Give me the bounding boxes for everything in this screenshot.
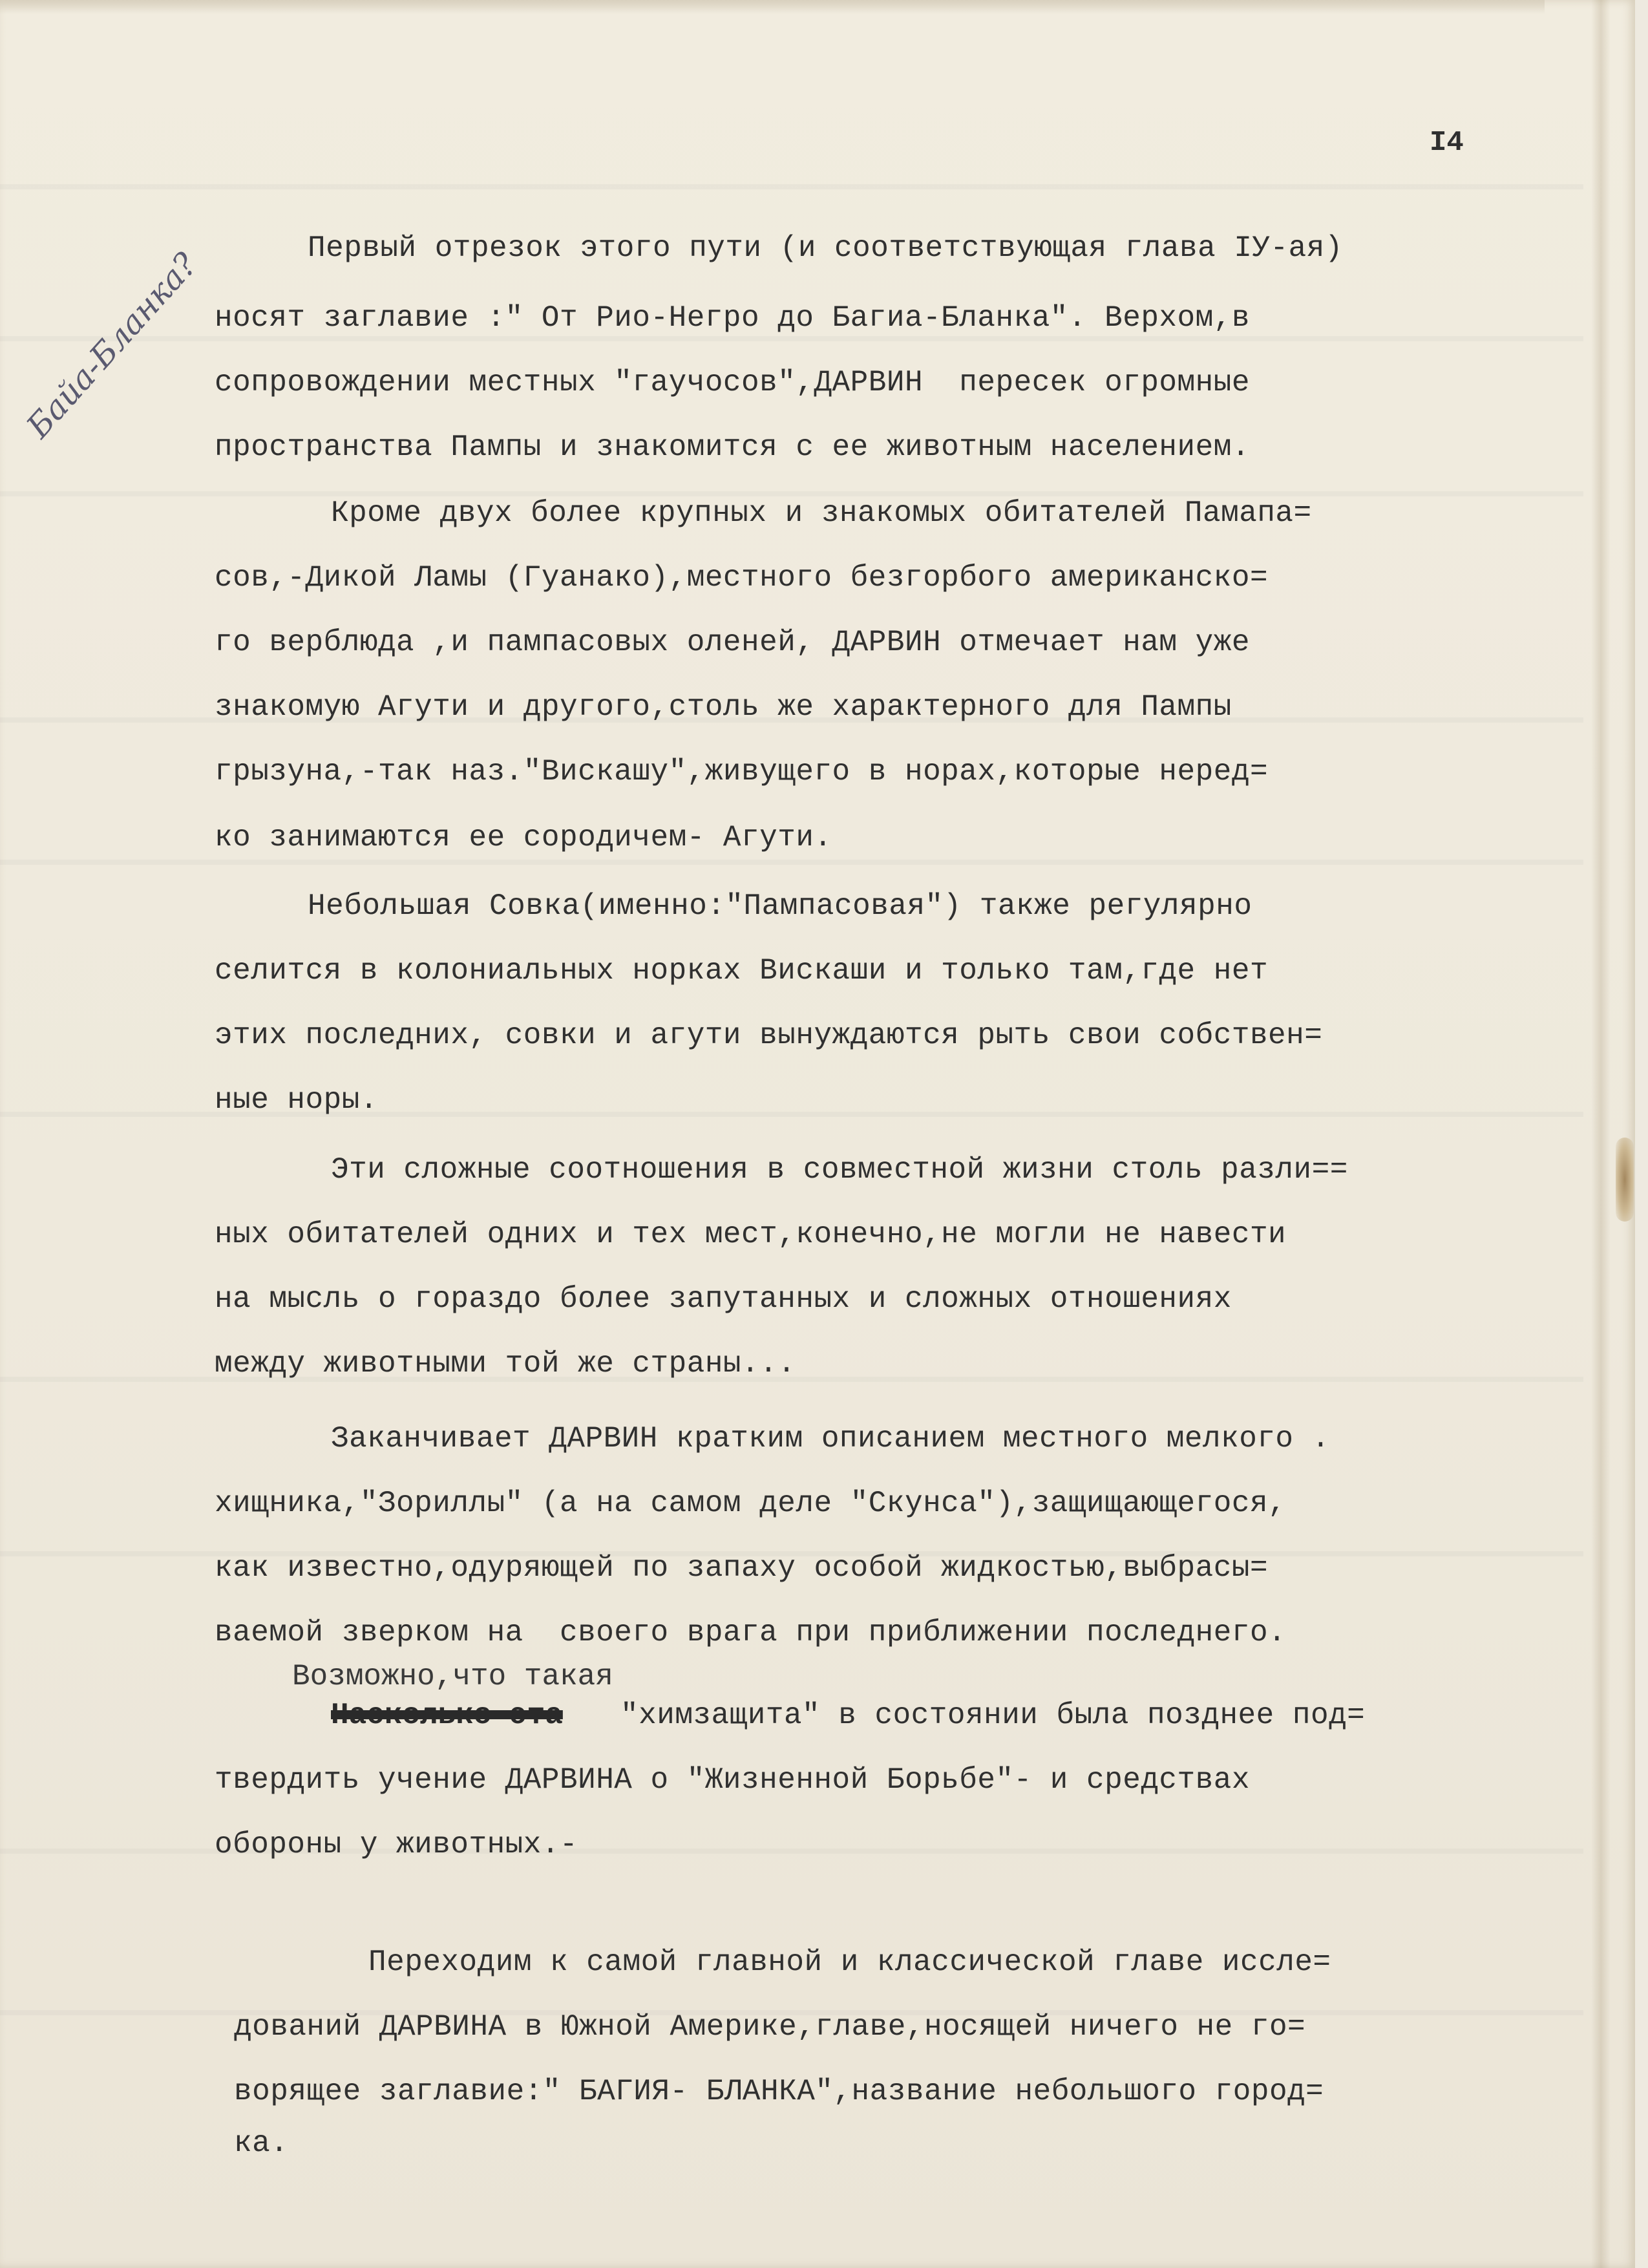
text-line: сопровождении местных "гаучосов",ДАРВИН пересек огромные bbox=[215, 366, 1250, 399]
text-line: знакомую Агути и другого,столь же характерного для Пампы bbox=[215, 690, 1232, 724]
text-line: Кроме двух более крупных и знакомых обитателей Памапа= bbox=[331, 496, 1312, 530]
text-line: го верблюда ,и пампасовых оленей, ДАРВИН отмечает нам уже bbox=[215, 626, 1250, 659]
show-through-line bbox=[0, 336, 1583, 341]
text-line: дований ДАРВИНА в Южной Америке,главе,носящей ничего не го= bbox=[234, 2010, 1306, 2044]
text-line: этих последних, совки и агути вынуждаются рыть свои собствен= bbox=[215, 1019, 1323, 1052]
text-line: селится в колониальных норках Вискаши и только там,где нет bbox=[215, 954, 1269, 988]
text-line: грызуна,-так наз."Вискашу",живущего в норах,которые неред= bbox=[215, 755, 1269, 789]
text-line: носят заглавие :" От Рио-Негро до Багиа-Бланка". Верхом,в bbox=[215, 301, 1250, 335]
text-line: Переходим к самой главной и классической главе иссле= bbox=[368, 1945, 1331, 1979]
text-line: Небольшая Совка(именно:"Пампасовая") также регулярно bbox=[308, 889, 1252, 923]
text-line: как известно,одуряющей по запаху особой жидкостью,выбрасы= bbox=[215, 1551, 1269, 1585]
text-line: ных обитателей одних и тех мест,конечно,не могли не навести bbox=[215, 1218, 1287, 1251]
page-edge-stain bbox=[1616, 1138, 1634, 1222]
text-line: ворящее заглавие:" БАГИЯ- БЛАНКА",название небольшого город= bbox=[234, 2075, 1324, 2108]
page-top-edge bbox=[0, 0, 1545, 14]
text-line: между животными той же страны... bbox=[215, 1347, 796, 1381]
text-line: ка. bbox=[234, 2126, 289, 2160]
text-line: твердить учение ДАРВИНА о "Жизненной Борьбе"- и средствах bbox=[215, 1763, 1250, 1797]
page-fold-shadow bbox=[1591, 0, 1611, 2268]
show-through-line bbox=[0, 860, 1583, 865]
inserted-correction: Возможно,что такая bbox=[292, 1660, 613, 1693]
text-line: ко занимаются ее сородичем- Агути. bbox=[215, 821, 832, 854]
text-line: Первый отрезок этого пути (и соответствующая глава IУ-ая) bbox=[308, 231, 1343, 265]
text-line: ваемой зверком на своего врага при приближении последнего. bbox=[215, 1616, 1287, 1649]
text-line: пространства Пампы и знакомится с ее животным населением. bbox=[215, 430, 1250, 464]
text-line: ные норы. bbox=[215, 1083, 378, 1117]
show-through-line bbox=[0, 491, 1583, 496]
text-line: "химзащита" в состоянии была позднее под= bbox=[620, 1699, 1366, 1732]
text-line: сов,-Дикой Ламы (Гуанако),местного безгорбого американско= bbox=[215, 561, 1269, 595]
text-line: обороны у животных.- bbox=[215, 1828, 578, 1861]
page-number: I4 bbox=[1430, 127, 1464, 159]
handwritten-margin-note: Байа-Бланка? bbox=[19, 246, 205, 445]
text-line: Эти сложные соотношения в совместной жизни столь разли== bbox=[331, 1153, 1348, 1187]
text-line: на мысль о гораздо более запутанных и сложных отношениях bbox=[215, 1282, 1232, 1316]
text-line: Заканчивает ДАРВИН кратким описанием местного мелкого . bbox=[331, 1422, 1330, 1456]
struck-through-text: Насколько эта bbox=[331, 1699, 563, 1732]
text-line: хищника,"Зориллы" (а на самом деле "Скунса"),защищающегося, bbox=[215, 1487, 1287, 1520]
